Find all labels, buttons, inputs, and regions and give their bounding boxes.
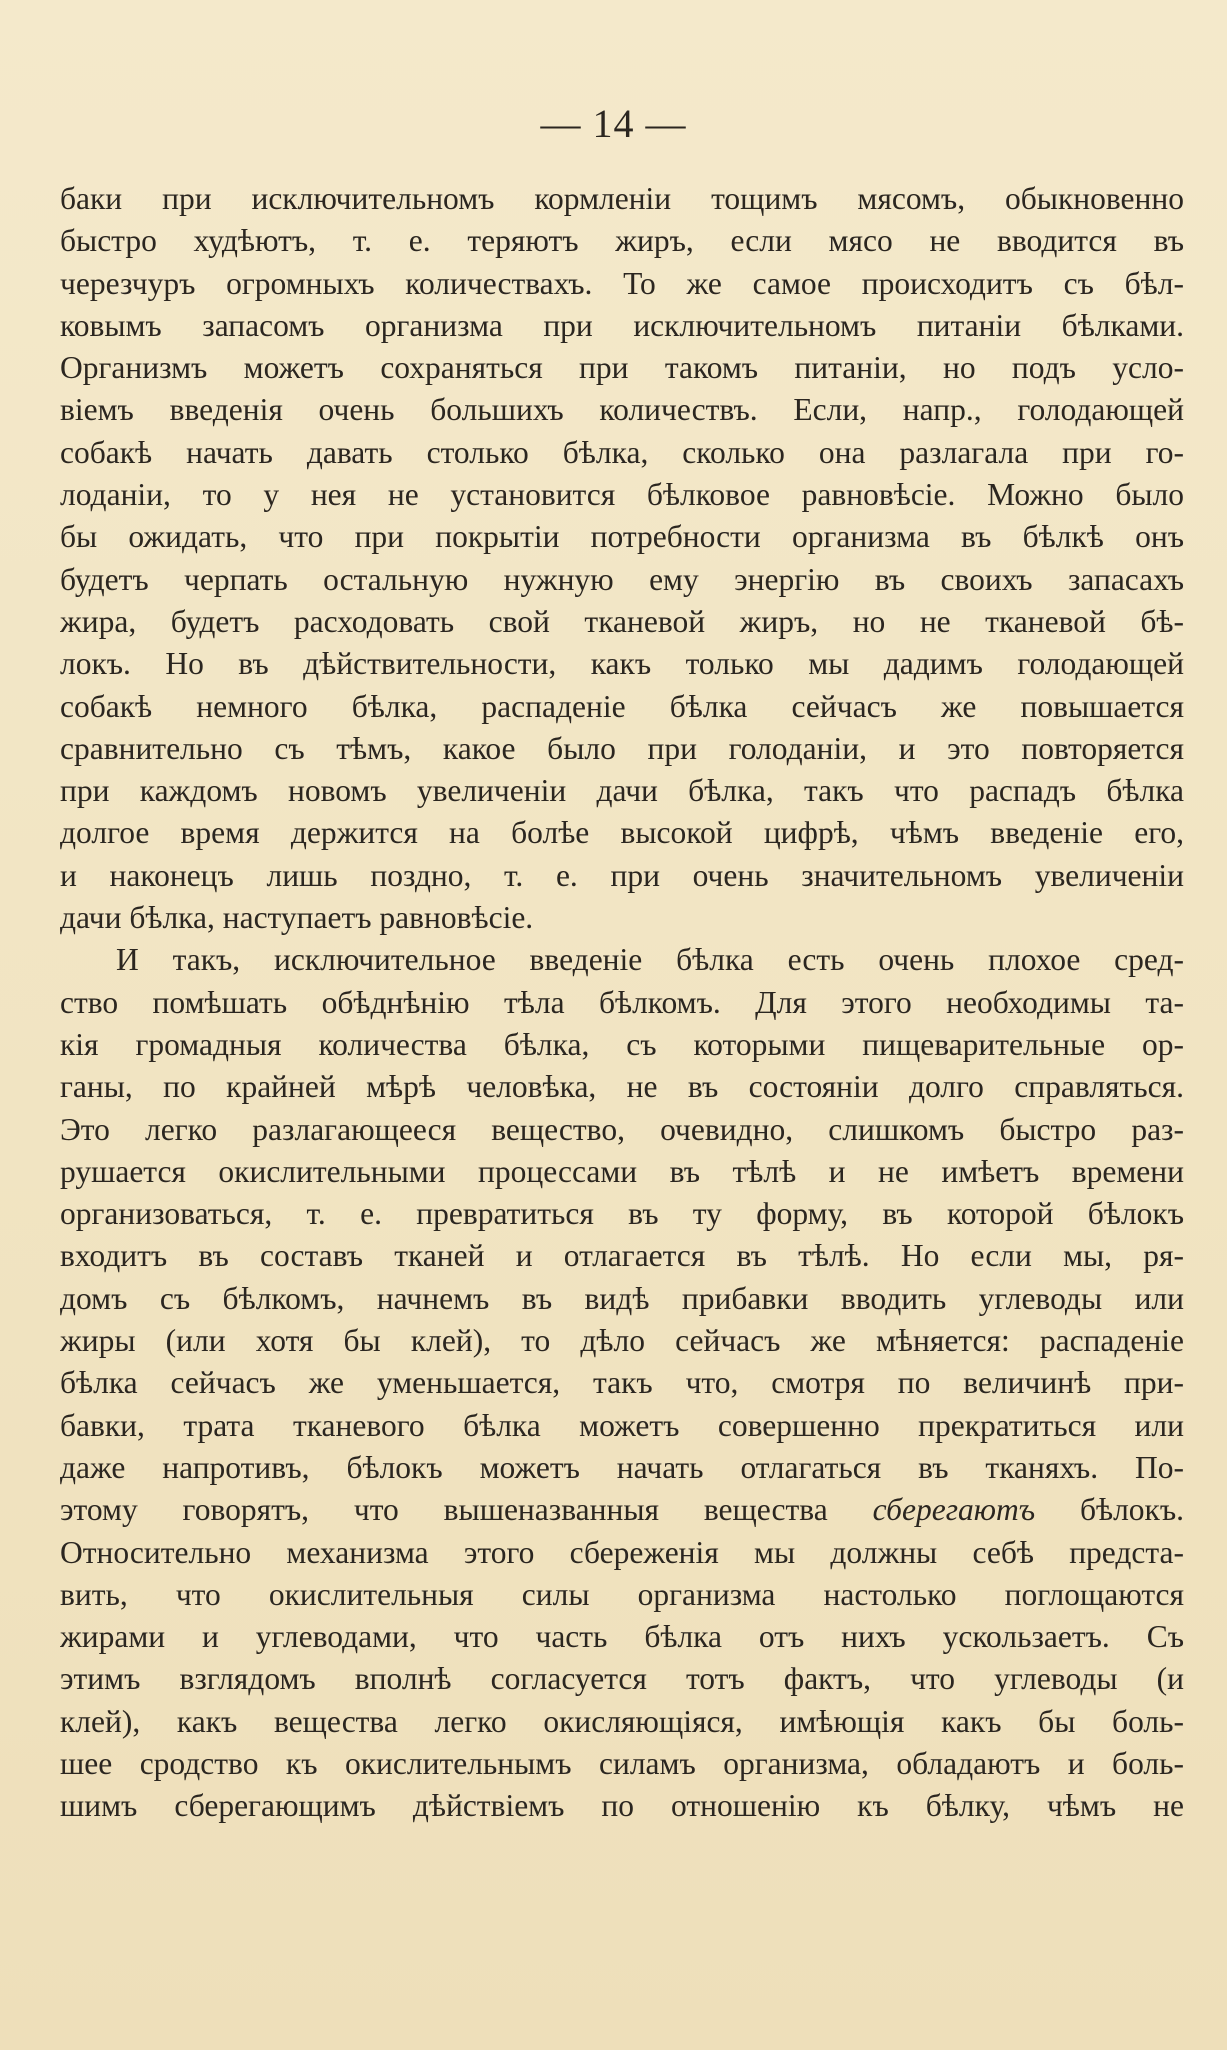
text-line: черезчуръ огромныхъ количествахъ. То же самое происходитъ съ бѣл-: [60, 265, 1184, 301]
text-line: бавки, трата тканевого бѣлка можетъ совершенно прекратиться или: [60, 1407, 1184, 1443]
text-line: Это легко разлагающееся вещество, очевидно, слишкомъ быстро раз-: [60, 1111, 1184, 1147]
text-line-with-emphasis: [60, 1489, 1184, 1531]
text-line: долгое время держится на болѣе высокой цифрѣ, чѣмъ введеніе его,: [60, 815, 1184, 851]
text-line: клей), какъ вещества легко окисляющіяся, имѣющія какъ бы боль-: [60, 1703, 1184, 1739]
text-line: шее сродство къ окислительнымъ силамъ организма, обладаютъ и боль-: [60, 1745, 1184, 1781]
text-line: будетъ черпать остальную нужную ему энергію въ своихъ запасахъ: [60, 561, 1184, 597]
text-line: организоваться, т. е. превратиться въ ту форму, въ которой бѣлокъ: [60, 1196, 1184, 1232]
text-line: рушается окислительными процессами въ тѣлѣ и не имѣетъ времени: [60, 1153, 1184, 1189]
text-line: шимъ сберегающимъ дѣйствіемъ по отношенію къ бѣлку, чѣмъ не: [60, 1788, 1184, 1824]
text-line: жирами и углеводами, что часть бѣлка отъ нихъ ускользаетъ. Съ: [60, 1619, 1184, 1655]
text-line: домъ съ бѣлкомъ, начнемъ въ видѣ прибавки вводить углеводы или: [60, 1280, 1184, 1316]
text-line: при каждомъ новомъ увеличеніи дачи бѣлка, такъ что распадъ бѣлка: [60, 773, 1184, 809]
text-line: Относительно механизма этого сбереженія мы должны себѣ предста-: [60, 1534, 1184, 1570]
text-line: входитъ въ составъ тканей и отлагается въ тѣлѣ. Но если мы, ря-: [60, 1238, 1184, 1274]
text-line: быстро худѣютъ, т. е. теряютъ жиръ, если мясо не вводится въ: [60, 223, 1184, 259]
emphasis-text: сберегаютъ: [872, 1492, 1036, 1528]
text-line: И такъ, исключительное введеніе бѣлка есть очень плохое сред-: [116, 942, 1184, 978]
paragraph-2: [60, 939, 1184, 1827]
text-line: віемъ введенія очень большихъ количествъ. Если, напр., голодающей: [60, 392, 1184, 428]
text-line: собакѣ немного бѣлка, распаденіе бѣлка сейчасъ же повышается: [60, 688, 1184, 724]
text-line: кія громадныя количества бѣлка, съ которыми пищеварительные ор-: [60, 1026, 1184, 1062]
text-line: бѣлка сейчасъ же уменьшается, такъ что, смотря по величинѣ при-: [60, 1365, 1184, 1401]
page-number: — 14 —: [540, 101, 687, 146]
text-line: Организмъ можетъ сохраняться при такомъ питаніи, но подъ усло-: [60, 350, 1184, 386]
text-line: дачи бѣлка, наступаетъ равновѣсіе.: [60, 900, 534, 936]
text-line: баки при исключительномъ кормленіи тощимъ мясомъ, обыкновенно: [60, 181, 1184, 216]
text-line: вить, что окислительныя силы организма настолько поглощаются: [60, 1576, 1184, 1612]
text-line: ковымъ запасомъ организма при исключительномъ питаніи бѣлками.: [60, 307, 1184, 343]
text-line: бы ожидать, что при покрытіи потребности организма въ бѣлкѣ онъ: [60, 519, 1184, 555]
text-line: лоданіи, то у нея не установится бѣлковое равновѣсіе. Можно было: [60, 477, 1184, 513]
text-line: собакѣ начать давать столько бѣлка, сколько она разлагала при го-: [60, 434, 1184, 470]
text-line: и наконецъ лишь поздно, т. е. при очень значительномъ увеличеніи: [60, 857, 1184, 893]
text-segment: бѣлокъ.: [1079, 1492, 1184, 1528]
text-line: локъ. Но въ дѣйствительности, какъ только мы дадимъ голодающей: [60, 646, 1184, 682]
text-line: сравнительно съ тѣмъ, какое было при голоданіи, и это повторяется: [60, 730, 1184, 766]
text-line: даже напротивъ, бѣлокъ можетъ начать отлагаться въ тканяхъ. По-: [60, 1449, 1184, 1485]
text-line: ство помѣшать обѣднѣнію тѣла бѣлкомъ. Для этого необходимы та-: [60, 984, 1184, 1020]
text-line: ганы, по крайней мѣрѣ человѣка, не въ состояніи долго справляться.: [60, 1069, 1184, 1105]
text-line: жиры (или хотя бы клей), то дѣло сейчасъ же мѣняется: распаденіе: [60, 1323, 1184, 1359]
text-line: жира, будетъ расходовать свой тканевой жиръ, но не тканевой бѣ-: [60, 603, 1184, 639]
text-segment: этому говорятъ, что вышеназванныя вещества: [60, 1492, 828, 1528]
paragraph-1: [60, 178, 1184, 939]
body-text: [60, 178, 1184, 1828]
text-line: этимъ взглядомъ вполнѣ согласуется тотъ фактъ, что углеводы (и: [60, 1661, 1184, 1697]
